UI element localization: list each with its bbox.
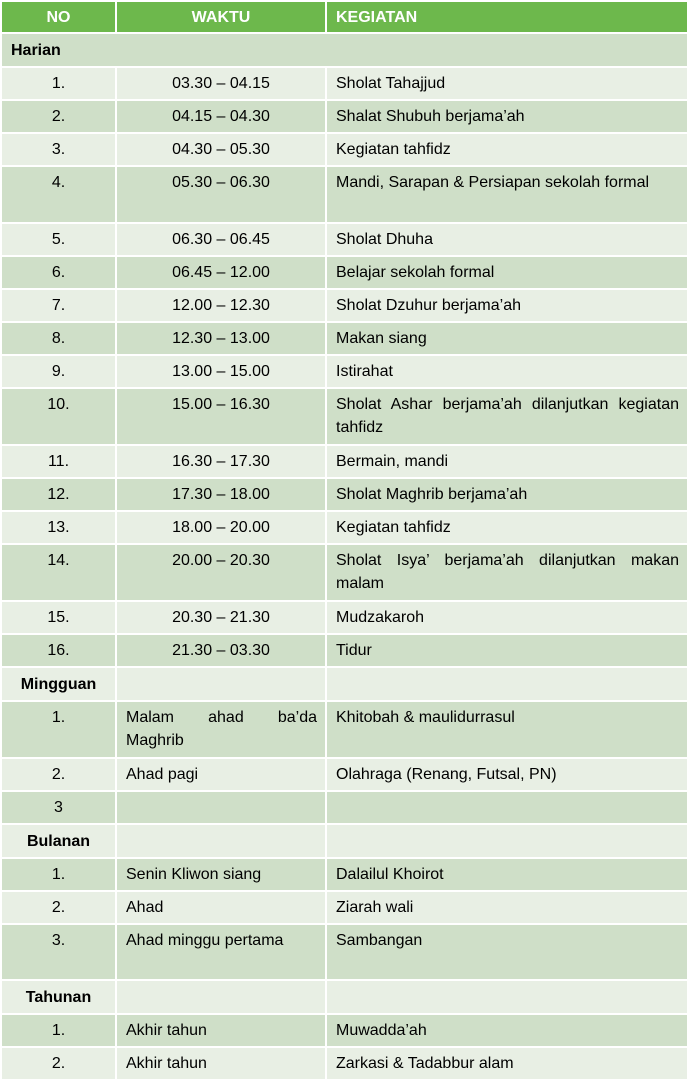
cell-waktu: Ahad — [116, 891, 326, 924]
cell-waktu: Akhir tahun — [116, 1014, 326, 1047]
cell-no: 2. — [1, 891, 116, 924]
table-row — [1, 1014, 687, 1047]
table-row — [1, 858, 687, 891]
cell-no: 2. — [1, 1047, 116, 1080]
cell-kegiatan: Sholat Ashar berjama’ah dilanjutkan kegiatan tahfidz — [326, 388, 687, 445]
cell-waktu: 18.00 – 20.00 — [116, 511, 326, 544]
table-row — [1, 355, 687, 388]
cell-kegiatan: Sholat Maghrib berjama’ah — [326, 478, 687, 511]
cell-waktu: 05.30 – 06.30 — [116, 166, 326, 223]
cell-waktu: 16.30 – 17.30 — [116, 445, 326, 478]
table-row — [1, 100, 687, 133]
table-row — [1, 701, 687, 758]
cell-waktu — [116, 791, 326, 824]
header-kegiatan: KEGIATAN — [326, 1, 687, 33]
cell-waktu: Malam ahad ba’da Maghrib — [116, 701, 326, 758]
table-row — [1, 388, 687, 445]
table-row — [1, 445, 687, 478]
cell-no: 8. — [1, 322, 116, 355]
cell-waktu: Akhir tahun — [116, 1047, 326, 1080]
cell-kegiatan: Sholat Dhuha — [326, 223, 687, 256]
table-row — [1, 544, 687, 601]
table-row — [1, 891, 687, 924]
cell-no: 7. — [1, 289, 116, 322]
cell-no: 9. — [1, 355, 116, 388]
empty-cell — [326, 824, 687, 858]
table-header-row — [1, 1, 687, 33]
cell-waktu: 04.15 – 04.30 — [116, 100, 326, 133]
cell-waktu: 20.00 – 20.30 — [116, 544, 326, 601]
cell-no: 11. — [1, 445, 116, 478]
cell-waktu: 12.00 – 12.30 — [116, 289, 326, 322]
section-title: Harian — [1, 33, 687, 67]
section-row-tahunan — [1, 980, 687, 1014]
cell-waktu: 13.00 – 15.00 — [116, 355, 326, 388]
cell-waktu: 17.30 – 18.00 — [116, 478, 326, 511]
table-row — [1, 289, 687, 322]
cell-kegiatan: Istirahat — [326, 355, 687, 388]
cell-no: 5. — [1, 223, 116, 256]
cell-waktu: Ahad minggu pertama — [116, 924, 326, 980]
section-title: Tahunan — [1, 980, 116, 1014]
cell-kegiatan: Tidur — [326, 634, 687, 667]
cell-waktu: Senin Kliwon siang — [116, 858, 326, 891]
cell-no: 14. — [1, 544, 116, 601]
cell-kegiatan: Zarkasi & Tadabbur alam — [326, 1047, 687, 1080]
table-row — [1, 322, 687, 355]
cell-no: 6. — [1, 256, 116, 289]
empty-cell — [326, 667, 687, 701]
cell-kegiatan: Belajar sekolah formal — [326, 256, 687, 289]
cell-waktu: 15.00 – 16.30 — [116, 388, 326, 445]
table-row — [1, 133, 687, 166]
table-row — [1, 758, 687, 791]
cell-no: 10. — [1, 388, 116, 445]
cell-kegiatan: Khitobah & maulidurrasul — [326, 701, 687, 758]
cell-no: 3. — [1, 133, 116, 166]
section-row-harian — [1, 33, 687, 67]
cell-kegiatan: Ziarah wali — [326, 891, 687, 924]
cell-waktu: 12.30 – 13.00 — [116, 322, 326, 355]
cell-waktu: 06.45 – 12.00 — [116, 256, 326, 289]
cell-no: 1. — [1, 858, 116, 891]
cell-kegiatan: Muwadda’ah — [326, 1014, 687, 1047]
cell-kegiatan: Sambangan — [326, 924, 687, 980]
cell-waktu: 20.30 – 21.30 — [116, 601, 326, 634]
cell-kegiatan: Makan siang — [326, 322, 687, 355]
table-row — [1, 166, 687, 223]
cell-kegiatan: Mudzakaroh — [326, 601, 687, 634]
table-row — [1, 601, 687, 634]
cell-waktu: 03.30 – 04.15 — [116, 67, 326, 100]
cell-kegiatan: Bermain, mandi — [326, 445, 687, 478]
empty-cell — [116, 824, 326, 858]
cell-no: 2. — [1, 758, 116, 791]
cell-no: 1. — [1, 67, 116, 100]
cell-waktu: Ahad pagi — [116, 758, 326, 791]
cell-no: 16. — [1, 634, 116, 667]
cell-kegiatan: Shalat Shubuh berjama’ah — [326, 100, 687, 133]
empty-cell — [116, 980, 326, 1014]
table-row — [1, 634, 687, 667]
cell-no: 15. — [1, 601, 116, 634]
table-row — [1, 478, 687, 511]
section-row-bulanan — [1, 824, 687, 858]
table-row — [1, 791, 687, 824]
empty-cell — [326, 980, 687, 1014]
cell-no: 1. — [1, 701, 116, 758]
table-row — [1, 223, 687, 256]
table-row — [1, 511, 687, 544]
cell-no: 13. — [1, 511, 116, 544]
cell-kegiatan: Olahraga (Renang, Futsal, PN) — [326, 758, 687, 791]
table-row — [1, 67, 687, 100]
cell-kegiatan: Sholat Isya’ berjama’ah dilanjutkan makan malam — [326, 544, 687, 601]
empty-cell — [116, 667, 326, 701]
section-title: Bulanan — [1, 824, 116, 858]
cell-kegiatan: Dalailul Khoirot — [326, 858, 687, 891]
cell-kegiatan: Sholat Dzuhur berjama’ah — [326, 289, 687, 322]
cell-no: 4. — [1, 166, 116, 223]
cell-waktu: 06.30 – 06.45 — [116, 223, 326, 256]
cell-no: 1. — [1, 1014, 116, 1047]
section-row-mingguan — [1, 667, 687, 701]
section-title: Mingguan — [1, 667, 116, 701]
header-waktu: WAKTU — [116, 1, 326, 33]
table-row — [1, 256, 687, 289]
cell-waktu: 21.30 – 03.30 — [116, 634, 326, 667]
cell-kegiatan: Sholat Tahajjud — [326, 67, 687, 100]
cell-no: 3 — [1, 791, 116, 824]
cell-no: 2. — [1, 100, 116, 133]
cell-kegiatan: Kegiatan tahfidz — [326, 133, 687, 166]
cell-kegiatan: Kegiatan tahfidz — [326, 511, 687, 544]
cell-waktu: 04.30 – 05.30 — [116, 133, 326, 166]
cell-no: 3. — [1, 924, 116, 980]
table-row — [1, 924, 687, 980]
header-no: NO — [1, 1, 116, 33]
table-row — [1, 1047, 687, 1080]
cell-no: 12. — [1, 478, 116, 511]
cell-kegiatan — [326, 791, 687, 824]
cell-kegiatan: Mandi, Sarapan & Persiapan sekolah formal — [326, 166, 687, 223]
